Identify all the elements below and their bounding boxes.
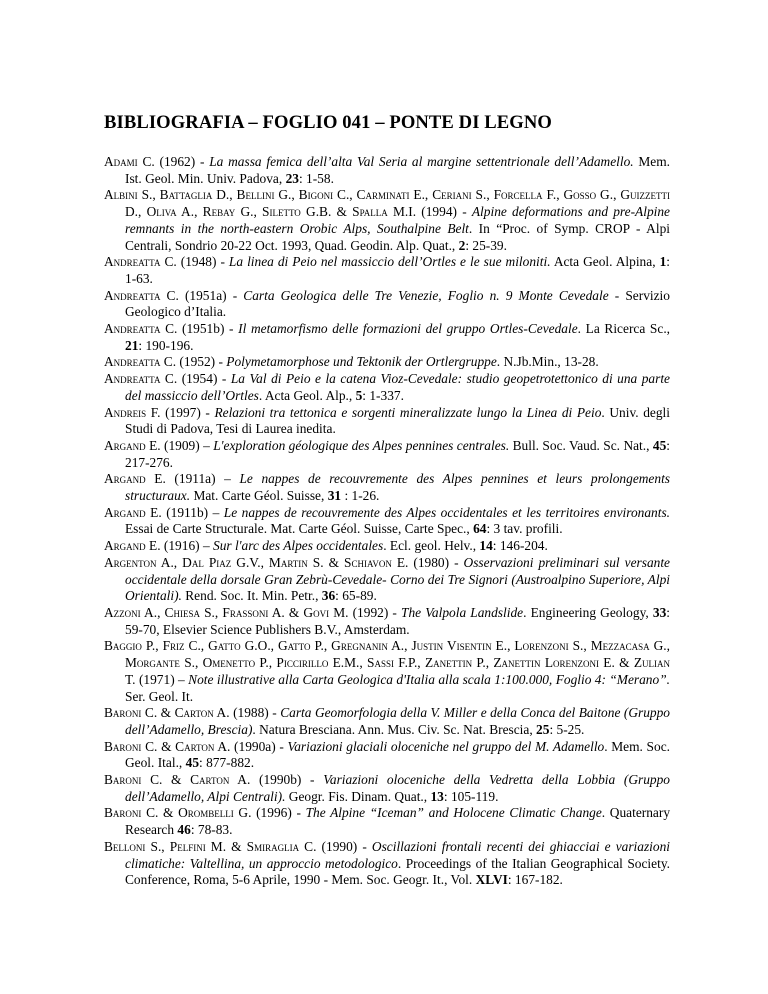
reference-text: Mat. Carte Géol. Suisse, bbox=[190, 488, 328, 504]
reference-volume: 31 bbox=[327, 488, 342, 504]
reference-text: . Ecl. geol. Helv., bbox=[383, 538, 480, 554]
reference-volume: 14 bbox=[479, 538, 493, 554]
reference-title: La linea di Peio nel massiccio dell’Ortles e le sue miloniti. bbox=[228, 254, 551, 270]
reference-title: La Val di Peio e la catena Vioz-Cevedale: studio geopetrotettonico di una parte del massiccio dell’Ortles bbox=[125, 371, 670, 403]
reference-volume: XLVI bbox=[475, 872, 508, 888]
reference-entry bbox=[104, 354, 670, 371]
reference-text: Geogr. Fis. Dinam. Quat., bbox=[285, 788, 431, 804]
reference-authors: Andreatta C. bbox=[104, 354, 177, 370]
reference-text: (1992) - bbox=[348, 604, 402, 620]
reference-text: : 78-83. bbox=[190, 822, 233, 838]
reference-text: (1962) - bbox=[154, 154, 210, 169]
reference-text: : 146-204. bbox=[492, 538, 548, 554]
reference-text: (1952) - bbox=[176, 354, 227, 370]
reference-text: Essai de Carte Structurale. Mat. Carte Géol. Suisse, Carte Spec., bbox=[125, 521, 474, 537]
reference-text: : 167-182. bbox=[507, 872, 563, 888]
reference-text: . In “Proc. of Symp. CROP - Alpi Centrali, Sondrio 20-22 Oct. 1993, Quad. Geodin. Alp. Quat., bbox=[125, 220, 670, 253]
reference-title: The Alpine “Iceman” and Holocene Climatic Change bbox=[305, 805, 602, 821]
reference-text: (1971) – bbox=[135, 671, 189, 687]
reference-text: . La Ricerca Sc., bbox=[577, 321, 671, 337]
reference-entry bbox=[104, 438, 670, 471]
reference-authors: Albini S., Battaglia D., Bellini G., Bigoni C., Carminati E., Ceriani S., Forcella F., Gosso G., Guizzetti D., Oliva A., Rebay G., Siletto G.B. & Spalla M.I. bbox=[104, 187, 670, 220]
reference-text: . Acta Geol. Alp., bbox=[258, 387, 356, 403]
reference-volume: 45 bbox=[185, 755, 200, 771]
reference-entry bbox=[104, 321, 670, 354]
reference-text: . N.Jb.Min., 13-28. bbox=[496, 354, 599, 370]
reference-volume: 2 bbox=[458, 237, 466, 253]
reference-text: (1996) - bbox=[251, 805, 306, 821]
reference-text: : 1-58. bbox=[298, 170, 334, 186]
reference-text: (1916) – bbox=[160, 538, 213, 554]
reference-text: . Natura Bresciana. Ann. Mus. Civ. Sc. Nat. Brescia, bbox=[252, 721, 537, 737]
reference-authors: Baroni C. & Orombelli G. bbox=[104, 805, 252, 821]
reference-text: . Engineering Geology, bbox=[523, 604, 653, 620]
reference-text: : 105-119. bbox=[443, 788, 499, 804]
reference-authors: Argand E. bbox=[104, 538, 161, 554]
reference-entry bbox=[104, 254, 670, 287]
reference-text: : 25-39. bbox=[465, 237, 507, 253]
reference-entry bbox=[104, 471, 670, 504]
reference-entry bbox=[104, 605, 670, 638]
reference-authors: Andreis F. bbox=[104, 404, 161, 420]
reference-volume: 64 bbox=[473, 521, 487, 537]
reference-text: : 3 tav. profili. bbox=[486, 521, 563, 537]
reference-text: - Servizio Geologico d’Italia. bbox=[125, 287, 670, 320]
reference-text: Acta Geol. Alpina, bbox=[550, 254, 660, 270]
reference-entry bbox=[104, 705, 670, 738]
reference-entry bbox=[104, 154, 670, 187]
reference-authors: Andreatta C. bbox=[104, 287, 179, 303]
reference-text: : 1-26. bbox=[341, 488, 380, 504]
reference-text: Bull. Soc. Vaud. Sc. Nat., bbox=[509, 437, 653, 453]
reference-entry bbox=[104, 405, 670, 438]
reference-title: Il metamorfismo delle formazioni del gruppo Ortles-Cevedale bbox=[238, 321, 578, 337]
reference-text: (1909) – bbox=[160, 437, 214, 453]
reference-authors: Baroni C. & Carton A. bbox=[104, 772, 251, 788]
reference-title: L'exploration géologique des Alpes pennines centrales. bbox=[213, 437, 510, 453]
reference-title: Le nappes de recouvremente des Alpes occidentales et les territoires environants. bbox=[223, 504, 671, 520]
reference-text: (1988) - bbox=[229, 705, 281, 721]
reference-text: : 190-196. bbox=[138, 337, 194, 353]
reference-authors: Andreatta C. bbox=[104, 254, 177, 270]
reference-authors: Adami C. bbox=[104, 154, 155, 169]
reference-volume: 21 bbox=[125, 337, 139, 353]
reference-title: Polymetamorphose und Tektonik der Ortlergruppe bbox=[226, 354, 497, 370]
reference-title: The Valpola Landslide bbox=[401, 604, 524, 620]
reference-text: (1954) - bbox=[177, 371, 231, 387]
reference-title: Carta Geologica delle Tre Venezie, Foglio n. 9 Monte Cevedale bbox=[243, 287, 609, 303]
reference-authors: Andreatta C. bbox=[104, 371, 178, 387]
reference-volume: 23 bbox=[285, 170, 299, 186]
page-title: BIBLIOGRAFIA – FOGLIO 041 – PONTE DI LEGNO bbox=[104, 112, 552, 133]
reference-entry bbox=[104, 739, 670, 772]
reference-text: : 5-25. bbox=[549, 721, 585, 737]
reference-text: . Quaternary Research bbox=[125, 805, 671, 838]
reference-text: : 65-89. bbox=[335, 588, 377, 604]
reference-volume: 13 bbox=[430, 788, 444, 804]
reference-entry bbox=[104, 638, 670, 705]
reference-volume: 36 bbox=[321, 588, 336, 604]
reference-text: (1994) - bbox=[416, 204, 472, 220]
reference-text: : 217-276. bbox=[125, 437, 670, 470]
reference-text: . Mem. Soc. Geol. Ital., bbox=[125, 738, 670, 771]
reference-authors: Argenton A., Dal Piaz G.V., Martin S. & Schiavon E. bbox=[104, 554, 409, 570]
reference-text: Rend. Soc. It. Min. Petr., bbox=[181, 588, 322, 604]
reference-entry bbox=[104, 288, 670, 321]
reference-volume: 46 bbox=[177, 822, 191, 838]
reference-text: (1990a) - bbox=[230, 738, 288, 754]
reference-authors: Baroni C. & Carton A. bbox=[104, 705, 230, 721]
reference-title: Alpine deformations and pre-Alpine remnants in the north-eastern Orobic Alps, Southalpine Belt bbox=[125, 204, 670, 236]
reference-authors: Argand E. bbox=[104, 471, 166, 487]
reference-text: (1990) - bbox=[316, 838, 372, 854]
reference-authors: Baggio P., Friz C., Gatto G.O., Gatto P., Gregnanin A., Justin Visentin E., Lorenzoni S., Mezzacasa G., Morgante S., Omenetto P., Piccirillo E.M., Sassi F.P., Zanettin P., Zanettin Lorenzoni E. & Zulian T. bbox=[104, 638, 670, 687]
reference-volume: 45 bbox=[652, 437, 667, 453]
reference-volume: 5 bbox=[355, 387, 363, 403]
reference-title: Sur l'arc des Alpes occidentales bbox=[213, 538, 384, 554]
reference-text: . Univ. degli Studi di Padova, Tesi di Laurea inedita. bbox=[125, 404, 670, 437]
reference-entry bbox=[104, 839, 670, 889]
reference-text: . Proceedings of the Italian Geographical Society. Conference, Roma, 5-6 Aprile, 1990 - Mem. Soc. Geogr. It., Vol. bbox=[125, 855, 670, 888]
reference-authors: Argand E. bbox=[104, 437, 161, 453]
reference-entry bbox=[104, 505, 670, 538]
reference-title: Variazioni oloceniche della Vedretta della Lobbia (Gruppo dell’Adamello, Alpi Centrali). bbox=[125, 772, 670, 804]
reference-text: Mem. Ist. Geol. Min. Univ. Padova, bbox=[125, 154, 671, 186]
reference-title: Relazioni tra tettonica e sorgenti mineralizzate lungo la Linea di Peio bbox=[214, 404, 602, 420]
reference-text: (1980) - bbox=[408, 554, 464, 570]
reference-entry bbox=[104, 805, 670, 838]
reference-text: (1911b) – bbox=[161, 504, 224, 520]
reference-title: La massa femica dell’alta Val Seria al margine settentrionale dell’Adamello. bbox=[209, 154, 634, 169]
reference-text: : 1-63. bbox=[125, 254, 670, 286]
reference-entry bbox=[104, 555, 670, 605]
reference-list bbox=[104, 154, 670, 889]
reference-volume: 25 bbox=[536, 721, 550, 737]
reference-title: Oscillazioni frontali recenti dei ghiacciai e variazioni climatiche: Valtellina, un approccio metodologico bbox=[125, 838, 671, 871]
reference-text: (1990b) - bbox=[250, 772, 324, 788]
reference-entry bbox=[104, 187, 670, 254]
reference-title: Variazioni glaciali oloceniche nel gruppo del M. Adamello bbox=[287, 738, 605, 754]
reference-text: (1997) - bbox=[160, 404, 215, 420]
reference-text: (1911a) – bbox=[165, 471, 240, 487]
reference-volume: 1 bbox=[659, 254, 667, 270]
reference-title: Le nappes de recouvremente des Alpes pennines et leurs prolongements structuraux. bbox=[125, 471, 670, 504]
reference-entry bbox=[104, 538, 670, 555]
reference-entry bbox=[104, 772, 670, 805]
reference-text: (1951a) - bbox=[178, 287, 244, 303]
reference-authors: Argand E. bbox=[104, 504, 162, 520]
reference-authors: Andreatta C. bbox=[104, 321, 178, 337]
reference-title: Note illustrative alla Carta Geologica d'Italia alla scala 1:100.000, Foglio 4: “Merano”. bbox=[188, 671, 670, 687]
reference-text: : 877-882. bbox=[199, 755, 255, 771]
reference-text: (1948) - bbox=[176, 254, 229, 270]
reference-text: : 59-70, Elsevier Science Publishers B.V., Amsterdam. bbox=[125, 604, 671, 637]
reference-authors: Belloni S., Pelfini M. & Smiraglia C. bbox=[104, 838, 317, 854]
reference-authors: Baroni C. & Carton A. bbox=[104, 738, 231, 754]
reference-volume: 33 bbox=[652, 604, 667, 620]
reference-title: Carta Geomorfologia della V. Miller e della Conca del Baitone (Gruppo dell’Adamello, Brescia) bbox=[125, 705, 670, 737]
reference-text: (1951b) - bbox=[177, 321, 239, 337]
reference-authors: Azzoni A., Chiesa S., Frassoni A. & Govi M. bbox=[104, 604, 349, 620]
reference-text: : 1-337. bbox=[362, 387, 404, 403]
reference-text: Ser. Geol. It. bbox=[125, 688, 194, 704]
reference-title: Osservazioni preliminari sul versante occidentale della dorsale Gran Zebrù-Cevedale- Corno dei Tre Signori (Austroalpino Superiore, Alpi Orientali). bbox=[125, 554, 670, 604]
reference-entry bbox=[104, 371, 670, 404]
bibliography-page bbox=[104, 111, 670, 889]
